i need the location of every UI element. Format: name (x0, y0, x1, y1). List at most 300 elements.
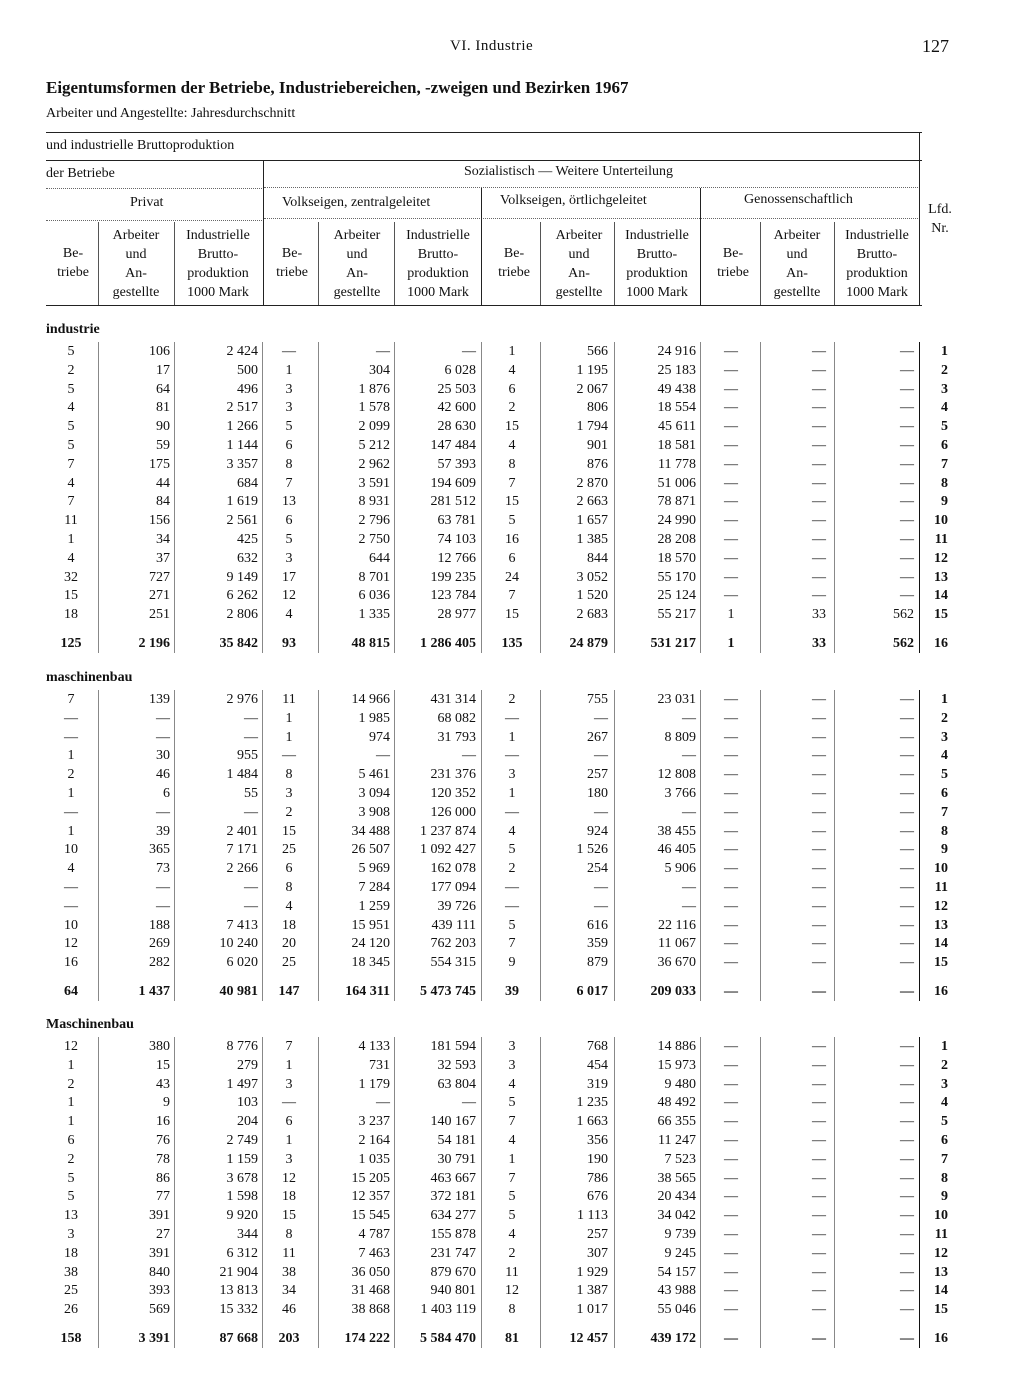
cell-betriebe-privat: 25 (64, 1283, 78, 1298)
cell-produktion-privat: 2 749 (226, 1133, 258, 1148)
cell-arbeiter-zentral: 4 133 (358, 1039, 390, 1054)
cell-betriebe-zentral: 1 (285, 363, 293, 378)
cell-produktion-genoss: — (900, 1208, 914, 1223)
colhead-industrielle: Industrielle Brutto- produktion 1000 Mark (625, 228, 689, 300)
cell-arbeiter-genoss: — (812, 730, 826, 745)
cell-lfd-nr: 10 (934, 861, 948, 876)
table-row (0, 765, 1024, 784)
cell-betriebe-oertlich: 24 (505, 570, 519, 585)
cell-betriebe-zentral: 1 (285, 1133, 293, 1148)
cell-produktion-privat: 2 976 (226, 692, 258, 707)
cell-betriebe-genoss: — (724, 730, 738, 745)
cell-betriebe-zentral: 3 (285, 786, 293, 801)
vrule-body (700, 690, 701, 1001)
cell-arbeiter-zentral: 6 036 (358, 588, 390, 603)
cell-betriebe-genoss: — (724, 1283, 738, 1298)
cell-arbeiter-oertlich: 267 (587, 730, 608, 745)
colhead-arbeiter: Arbeiter und An- gestellte (112, 228, 160, 300)
cell-betriebe-privat: 10 (64, 842, 78, 857)
cell-arbeiter-oertlich: 566 (587, 344, 608, 359)
vrule-body (394, 1037, 395, 1348)
cell-betriebe-zentral: 13 (282, 494, 296, 509)
cell-betriebe-genoss: — (724, 1246, 738, 1261)
cell-produktion-oertlich: 34 042 (657, 1208, 696, 1223)
cell-produktion-genoss: — (900, 984, 914, 999)
cell-produktion-zentral: 199 235 (430, 570, 476, 585)
cell-betriebe-oertlich: 12 (505, 1283, 519, 1298)
cell-arbeiter-genoss: — (812, 1302, 826, 1317)
cell-arbeiter-privat: 27 (156, 1227, 170, 1242)
cell-betriebe-zentral: 5 (285, 532, 293, 547)
cell-betriebe-genoss: 1 (727, 636, 735, 651)
cell-lfd-nr: 3 (941, 1077, 948, 1092)
cell-arbeiter-zentral: 15 545 (351, 1208, 390, 1223)
cell-betriebe-oertlich: 6 (508, 551, 516, 566)
cell-produktion-genoss: — (900, 476, 914, 491)
table-row (0, 803, 1024, 822)
cell-arbeiter-zentral: 38 868 (351, 1302, 390, 1317)
cell-betriebe-privat: 2 (67, 1077, 75, 1092)
cell-arbeiter-oertlich: 356 (587, 1133, 608, 1148)
cell-betriebe-oertlich: 81 (505, 1331, 519, 1346)
cell-arbeiter-privat: 106 (149, 344, 170, 359)
cell-betriebe-zentral: 7 (285, 1039, 293, 1054)
cell-betriebe-genoss: — (724, 711, 738, 726)
cell-arbeiter-oertlich: 307 (587, 1246, 608, 1261)
cell-betriebe-oertlich: 15 (505, 494, 519, 509)
cell-arbeiter-zentral: 5 461 (358, 767, 390, 782)
table-row (0, 492, 1024, 511)
cell-produktion-zentral: 879 670 (430, 1265, 476, 1280)
cell-betriebe-zentral: 11 (282, 692, 296, 707)
cell-arbeiter-genoss: — (812, 767, 826, 782)
cell-produktion-genoss: — (900, 1246, 914, 1261)
cell-betriebe-genoss: — (724, 955, 738, 970)
cell-lfd-nr: 9 (941, 494, 948, 509)
cell-betriebe-privat: 158 (60, 1331, 82, 1346)
cell-arbeiter-oertlich: — (594, 805, 608, 820)
cell-produktion-oertlich: 14 886 (657, 1039, 696, 1054)
cell-arbeiter-zentral: 2 164 (358, 1133, 390, 1148)
cell-arbeiter-oertlich: 359 (587, 936, 608, 951)
cell-produktion-zentral: 177 094 (430, 880, 476, 895)
cell-lfd-nr: 1 (941, 692, 948, 707)
cell-arbeiter-genoss: — (812, 1039, 826, 1054)
cell-lfd-nr: 12 (934, 551, 948, 566)
cell-arbeiter-zentral: 644 (369, 551, 390, 566)
cell-arbeiter-genoss: — (812, 532, 826, 547)
cell-betriebe-privat: 64 (64, 984, 78, 999)
cell-produktion-zentral: 194 609 (430, 476, 476, 491)
cell-arbeiter-zentral: — (376, 1095, 390, 1110)
cell-betriebe-privat: 1 (67, 824, 75, 839)
cell-arbeiter-genoss: — (812, 918, 826, 933)
cell-arbeiter-zentral: 3 908 (358, 805, 390, 820)
cell-lfd-nr: 3 (941, 730, 948, 745)
cell-arbeiter-genoss: — (812, 984, 826, 999)
cell-betriebe-genoss: — (724, 936, 738, 951)
cell-arbeiter-genoss: 33 (812, 636, 826, 651)
cell-betriebe-oertlich: 5 (508, 1189, 516, 1204)
cell-produktion-privat: 500 (237, 363, 258, 378)
cell-produktion-privat: 8 776 (226, 1039, 258, 1054)
cell-betriebe-oertlich: 4 (508, 363, 516, 378)
cell-produktion-genoss: — (900, 1152, 914, 1167)
table-row (0, 1244, 1024, 1263)
cell-produktion-privat: 1 619 (226, 494, 258, 509)
cell-arbeiter-genoss: — (812, 419, 826, 434)
cell-produktion-oertlich: 49 438 (657, 382, 696, 397)
cell-arbeiter-genoss: — (812, 1095, 826, 1110)
cell-arbeiter-privat: 59 (156, 438, 170, 453)
cell-betriebe-genoss: — (724, 1265, 738, 1280)
cell-arbeiter-zentral: 1 985 (358, 711, 390, 726)
cell-betriebe-genoss: — (724, 570, 738, 585)
cell-arbeiter-privat: 365 (149, 842, 170, 857)
cell-betriebe-zentral: 6 (285, 513, 293, 528)
cell-arbeiter-oertlich: 901 (587, 438, 608, 453)
cell-produktion-privat: 2 424 (226, 344, 258, 359)
cell-arbeiter-privat: 6 (163, 786, 170, 801)
cell-arbeiter-genoss: — (812, 588, 826, 603)
cell-lfd-nr: 7 (941, 1152, 948, 1167)
cell-arbeiter-privat: 393 (149, 1283, 170, 1298)
table-row (0, 1263, 1024, 1282)
cell-produktion-zentral: — (462, 1095, 476, 1110)
cell-produktion-zentral: 147 484 (430, 438, 476, 453)
cell-betriebe-genoss: — (724, 532, 738, 547)
cell-betriebe-genoss: — (724, 438, 738, 453)
cell-betriebe-privat: 1 (67, 1095, 75, 1110)
vrule-lfd (919, 132, 920, 305)
header-der-betriebe: der Betriebe (46, 166, 115, 181)
cell-produktion-privat: 55 (244, 786, 258, 801)
vrule-body (700, 1037, 701, 1348)
cell-arbeiter-zentral: 8 931 (358, 494, 390, 509)
cell-produktion-oertlich: 28 208 (657, 532, 696, 547)
cell-arbeiter-zentral: 974 (369, 730, 390, 745)
cell-betriebe-genoss: — (724, 692, 738, 707)
cell-arbeiter-genoss: — (812, 842, 826, 857)
cell-produktion-zentral: 181 594 (430, 1039, 476, 1054)
cell-produktion-privat: 6 312 (226, 1246, 258, 1261)
cell-arbeiter-privat: 569 (149, 1302, 170, 1317)
cell-arbeiter-zentral: 3 094 (358, 786, 390, 801)
cell-produktion-privat: 632 (237, 551, 258, 566)
cell-arbeiter-privat: 81 (156, 400, 170, 415)
cell-arbeiter-zentral: 24 120 (351, 936, 390, 951)
table-title: Eigentumsformen der Betriebe, Industriebereichen, -zweigen und Bezirken 1967 (46, 78, 629, 97)
cell-betriebe-genoss: — (724, 382, 738, 397)
cell-arbeiter-privat: 727 (149, 570, 170, 585)
cell-betriebe-oertlich: 4 (508, 1227, 516, 1242)
cell-betriebe-oertlich: 2 (508, 861, 516, 876)
cell-arbeiter-privat: 39 (156, 824, 170, 839)
cell-produktion-privat: 2 561 (226, 513, 258, 528)
cell-arbeiter-privat: 16 (156, 1114, 170, 1129)
table-row (0, 1187, 1024, 1206)
cell-arbeiter-privat: 156 (149, 513, 170, 528)
cell-lfd-nr: 1 (941, 1039, 948, 1054)
cell-produktion-zentral: 68 082 (437, 711, 476, 726)
table-row (0, 530, 1024, 549)
cell-arbeiter-genoss: — (812, 1208, 826, 1223)
cell-betriebe-zentral: 6 (285, 1114, 293, 1129)
header-volkseigen-oertlich: Volkseigen, örtlichgeleitet (500, 193, 647, 208)
cell-arbeiter-oertlich: 2 067 (576, 382, 608, 397)
table-row (0, 878, 1024, 897)
cell-arbeiter-zentral: 164 311 (345, 984, 390, 999)
cell-arbeiter-genoss: — (812, 551, 826, 566)
cell-produktion-genoss: — (900, 1302, 914, 1317)
cell-produktion-zentral: 6 028 (444, 363, 476, 378)
cell-betriebe-genoss: — (724, 842, 738, 857)
vrule-body (614, 1037, 615, 1348)
cell-betriebe-privat: 1 (67, 1114, 75, 1129)
cell-arbeiter-privat: 34 (156, 532, 170, 547)
cell-lfd-nr: 11 (934, 880, 948, 895)
cell-arbeiter-oertlich: 1 387 (576, 1283, 608, 1298)
cell-betriebe-zentral: 1 (285, 730, 293, 745)
table-row (0, 605, 1024, 624)
cell-arbeiter-privat: 43 (156, 1077, 170, 1092)
cell-betriebe-zentral: 17 (282, 570, 296, 585)
cell-betriebe-privat: 4 (67, 861, 75, 876)
cell-produktion-oertlich: 9 739 (664, 1227, 696, 1242)
cell-produktion-oertlich: 55 170 (657, 570, 696, 585)
rule-top (46, 132, 922, 133)
cell-betriebe-privat: 5 (67, 344, 75, 359)
cell-arbeiter-genoss: — (812, 936, 826, 951)
cell-produktion-privat: — (244, 711, 258, 726)
cell-betriebe-oertlich: — (505, 805, 519, 820)
cell-produktion-genoss: — (900, 588, 914, 603)
cell-lfd-nr: 12 (934, 899, 948, 914)
vrule-subcol (174, 222, 175, 305)
cell-arbeiter-genoss: — (812, 1152, 826, 1167)
cell-produktion-genoss: — (900, 692, 914, 707)
cell-betriebe-oertlich: 5 (508, 1095, 516, 1110)
cell-produktion-zentral: 31 793 (437, 730, 476, 745)
page-number: 127 (922, 36, 949, 56)
colhead-industrielle: Industrielle Brutto- produktion 1000 Mark (186, 228, 250, 300)
cell-lfd-nr: 5 (941, 419, 948, 434)
cell-betriebe-genoss: — (724, 861, 738, 876)
cell-arbeiter-genoss: — (812, 711, 826, 726)
cell-betriebe-privat: 1 (67, 786, 75, 801)
cell-arbeiter-oertlich: — (594, 711, 608, 726)
cell-arbeiter-zentral: 7 463 (358, 1246, 390, 1261)
cell-arbeiter-oertlich: 806 (587, 400, 608, 415)
cell-produktion-zentral: 1 237 874 (420, 824, 476, 839)
cell-produktion-privat: 2 266 (226, 861, 258, 876)
cell-produktion-genoss: — (900, 382, 914, 397)
cell-produktion-zentral: 463 667 (430, 1171, 476, 1186)
colhead-arbeiter: Arbeiter und An- gestellte (555, 228, 603, 300)
cell-produktion-zentral: 140 167 (430, 1114, 476, 1129)
cell-produktion-genoss: — (900, 438, 914, 453)
cell-arbeiter-privat: 188 (149, 918, 170, 933)
cell-produktion-privat: 10 240 (219, 936, 258, 951)
table-row (0, 746, 1024, 765)
cell-produktion-privat: 9 920 (226, 1208, 258, 1223)
cell-arbeiter-zentral: — (376, 748, 390, 763)
cell-produktion-oertlich: 55 046 (657, 1302, 696, 1317)
colhead-industrielle: Industrielle Brutto- produktion 1000 Mark (845, 228, 909, 300)
cell-arbeiter-privat: 76 (156, 1133, 170, 1148)
vrule-oertlich-genoss (700, 188, 701, 305)
cell-betriebe-privat: 5 (67, 1189, 75, 1204)
cell-betriebe-oertlich: 4 (508, 1077, 516, 1092)
cell-betriebe-genoss: — (724, 767, 738, 782)
table-row (0, 859, 1024, 878)
cell-produktion-zentral: 123 784 (430, 588, 476, 603)
cell-arbeiter-genoss: — (812, 457, 826, 472)
cell-arbeiter-privat: 86 (156, 1171, 170, 1186)
cell-arbeiter-genoss: — (812, 955, 826, 970)
cell-betriebe-privat: 7 (67, 494, 75, 509)
rule-dotted-left (46, 188, 262, 189)
cell-arbeiter-genoss: — (812, 1058, 826, 1073)
cell-produktion-genoss: — (900, 918, 914, 933)
cell-produktion-privat: 21 904 (219, 1265, 258, 1280)
cell-produktion-oertlich: 45 611 (658, 419, 696, 434)
cell-arbeiter-privat: 44 (156, 476, 170, 491)
cell-produktion-zentral: 5 584 470 (420, 1331, 476, 1346)
cell-betriebe-oertlich: 8 (508, 457, 516, 472)
cell-produktion-oertlich: 24 990 (657, 513, 696, 528)
cell-betriebe-genoss: — (724, 1227, 738, 1242)
cell-betriebe-privat: — (64, 730, 78, 745)
cell-betriebe-privat: 4 (67, 400, 75, 415)
cell-produktion-privat: 1 266 (226, 419, 258, 434)
cell-arbeiter-zentral: 2 962 (358, 457, 390, 472)
table-total-row (0, 982, 1024, 1001)
vrule-body (540, 1037, 541, 1348)
cell-produktion-privat: 684 (237, 476, 258, 491)
cell-produktion-genoss: — (900, 1077, 914, 1092)
colhead-betriebe: Be- triebe (498, 246, 530, 280)
cell-betriebe-zentral: 3 (285, 382, 293, 397)
cell-produktion-zentral: 634 277 (430, 1208, 476, 1223)
cell-produktion-oertlich: 51 006 (657, 476, 696, 491)
table-row (0, 840, 1024, 859)
cell-arbeiter-privat: — (156, 805, 170, 820)
cell-betriebe-privat: 10 (64, 918, 78, 933)
cell-arbeiter-privat: 15 (156, 1058, 170, 1073)
cell-produktion-privat: — (244, 899, 258, 914)
cell-arbeiter-zentral: 1 876 (358, 382, 390, 397)
table-row (0, 398, 1024, 417)
cell-arbeiter-privat: 282 (149, 955, 170, 970)
cell-produktion-genoss: — (900, 1227, 914, 1242)
colhead-industrielle: Industrielle Brutto- produktion 1000 Mark (406, 228, 470, 300)
cell-betriebe-oertlich: 5 (508, 918, 516, 933)
cell-produktion-zentral: 554 315 (430, 955, 476, 970)
cell-lfd-nr: 6 (941, 786, 948, 801)
cell-betriebe-privat: 26 (64, 1302, 78, 1317)
cell-betriebe-privat: 11 (64, 513, 78, 528)
cell-betriebe-oertlich: 7 (508, 588, 516, 603)
cell-betriebe-oertlich: 135 (501, 636, 523, 651)
cell-produktion-privat: 6 020 (226, 955, 258, 970)
vrule-subcol (98, 222, 99, 305)
table-row (0, 455, 1024, 474)
cell-produktion-oertlich: 3 766 (664, 786, 696, 801)
cell-produktion-oertlich: — (682, 748, 696, 763)
cell-lfd-nr: 10 (934, 513, 948, 528)
table-row (0, 380, 1024, 399)
cell-arbeiter-zentral: 3 237 (358, 1114, 390, 1129)
cell-lfd-nr: 9 (941, 842, 948, 857)
section-title: industrie (46, 322, 100, 337)
cell-produktion-zentral: 231 376 (430, 767, 476, 782)
cell-betriebe-privat: 12 (64, 1039, 78, 1054)
cell-betriebe-zentral: 8 (285, 767, 293, 782)
cell-produktion-oertlich: 15 973 (657, 1058, 696, 1073)
cell-arbeiter-zentral: 3 591 (358, 476, 390, 491)
header-genossenschaftlich: Genossenschaftlich (744, 192, 853, 207)
vrule-body (700, 342, 701, 653)
cell-arbeiter-privat: 175 (149, 457, 170, 472)
cell-betriebe-zentral: 18 (282, 1189, 296, 1204)
cell-produktion-oertlich: 38 565 (657, 1171, 696, 1186)
cell-produktion-genoss: — (900, 457, 914, 472)
cell-arbeiter-zentral: 4 787 (358, 1227, 390, 1242)
vrule-body (760, 1037, 761, 1348)
cell-produktion-privat: 955 (237, 748, 258, 763)
cell-arbeiter-genoss: — (812, 1114, 826, 1129)
table-row (0, 342, 1024, 361)
cell-produktion-zentral: 155 878 (430, 1227, 476, 1242)
table-row (0, 361, 1024, 380)
cell-produktion-zentral: 231 747 (430, 1246, 476, 1261)
cell-produktion-zentral: 30 791 (437, 1152, 476, 1167)
table-row (0, 1300, 1024, 1319)
cell-produktion-privat: 2 806 (226, 607, 258, 622)
cell-arbeiter-oertlich: 786 (587, 1171, 608, 1186)
cell-arbeiter-zentral: 1 259 (358, 899, 390, 914)
cell-arbeiter-oertlich: — (594, 899, 608, 914)
cell-betriebe-privat: 5 (67, 382, 75, 397)
cell-arbeiter-oertlich: — (594, 880, 608, 895)
vrule-subcol (834, 222, 835, 305)
cell-produktion-zentral: 762 203 (430, 936, 476, 951)
cell-arbeiter-privat: — (156, 730, 170, 745)
cell-arbeiter-privat: — (156, 899, 170, 914)
cell-arbeiter-genoss: — (812, 476, 826, 491)
cell-produktion-oertlich: — (682, 711, 696, 726)
vrule-body (834, 1037, 835, 1348)
cell-arbeiter-zentral: 31 468 (351, 1283, 390, 1298)
cell-betriebe-genoss: — (724, 880, 738, 895)
cell-betriebe-privat: 12 (64, 936, 78, 951)
cell-arbeiter-genoss: — (812, 786, 826, 801)
cell-produktion-zentral: 63 781 (437, 513, 476, 528)
cell-arbeiter-zentral: 48 815 (351, 636, 390, 651)
cell-betriebe-genoss: — (724, 786, 738, 801)
table-total-row (0, 1329, 1024, 1348)
cell-betriebe-oertlich: 2 (508, 1246, 516, 1261)
cell-arbeiter-oertlich: 2 870 (576, 476, 608, 491)
cell-betriebe-genoss: — (724, 1208, 738, 1223)
table-row (0, 916, 1024, 935)
cell-betriebe-oertlich: — (505, 711, 519, 726)
header-privat: Privat (130, 195, 164, 210)
cell-betriebe-zentral: — (282, 748, 296, 763)
cell-betriebe-genoss: — (724, 824, 738, 839)
cell-betriebe-oertlich: 3 (508, 1058, 516, 1073)
